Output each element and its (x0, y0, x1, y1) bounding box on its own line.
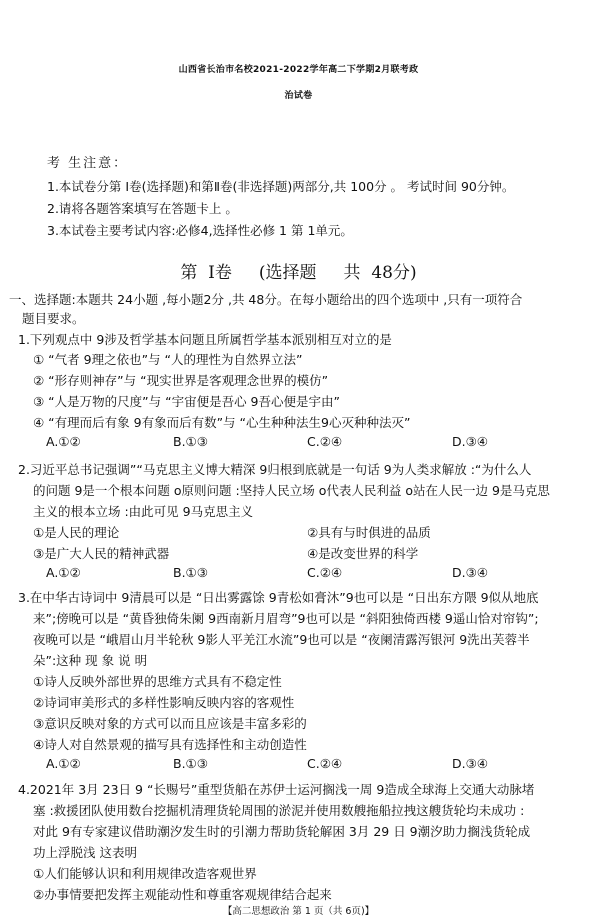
q4-stem-line-2: 塞 :救援团队使用数台挖掘机清理货轮周围的淤泥并使用数艘拖船拉拽这艘货轮均未成功 : (33, 803, 525, 818)
notice-item-2: 2.请将各题答案填写在答题卡上 。 (47, 201, 238, 216)
q1-option-1: ① “气者 9理之依也”与 “人的理性为自然界立法” (33, 352, 303, 367)
q2-stem-line-2: 的问题 9是一个根本问题 o原则问题 :坚持人民立场 o代表人民利益 o站在人民一边 9是马克思 (33, 483, 550, 498)
instructions-line-2: 题目要求。 (22, 311, 85, 326)
q3-stem-line-4: 朵”:这种 现 象 说 明 (33, 653, 148, 668)
instructions-line-1: 一、选择题:本题共 24小题 ,每小题2分 ,共 48分。在每小题给出的四个选项中 ,只有一项符合 (9, 292, 523, 307)
q1-choice-c: C.②④ (307, 434, 343, 449)
q2-choice-a: A.①② (46, 565, 81, 580)
q4-stem-line-1: 4.2021年 3月 23日 9 “长赐号”重型货船在苏伊士运河搁浅一周 9造成全球海上交通大动脉堵 (18, 782, 535, 797)
exam-title-line-1: 山西省长治市名校2021-2022学年高二下学期2月联考政 (178, 65, 419, 75)
notice-item-3: 3.本试卷主要考试内容:必修4,选择性必修 1 第 1单元。 (47, 223, 353, 238)
exam-title-line-2: 治试卷 (284, 91, 313, 101)
q4-option-2: ②办事情要把发挥主观能动性和尊重客观规律结合起来 (33, 887, 332, 902)
q1-option-3: ③ “人是万物的尺度”与 “宇宙便是吾心 9吾心便是宇由” (33, 394, 340, 409)
notice-heading: 考 生注意： (47, 156, 129, 171)
q3-option-4: ④诗人对自然景观的描写具有选择性和主动创造性 (33, 737, 307, 752)
q4-stem-line-3: 对此 9有专家建议借助潮汐发生时的引潮力帮助货轮解困 3月 29 日 9潮汐助力搁浅货轮成 (33, 824, 531, 839)
q1-choice-d: D.③④ (452, 434, 489, 449)
q3-option-2: ②诗词审美形式的多样性影响反映内容的客观性 (33, 695, 295, 710)
q4-option-1: ①人们能够认识和利用规律改造客观世界 (33, 866, 257, 881)
q3-option-3: ③意识反映对象的方式可以而且应该是丰富多彩的 (33, 716, 307, 731)
q2-option-2: ②具有与时俱进的品质 (307, 525, 431, 540)
q2-option-4: ④是改变世界的科学 (307, 546, 419, 561)
q1-option-4: ④ “有理而后有象 9有象而后有数”与 “心生种种法生9心灭种种法灭” (33, 415, 411, 430)
q3-choice-a: A.①② (46, 756, 81, 771)
q2-option-1: ①是人民的理论 (33, 525, 120, 540)
section-title: 第 Ⅰ卷 (选择题 共 48分) (180, 263, 417, 283)
q1-option-2: ② “形存则神存”与 “现实世界是客观理念世界的模仿” (33, 373, 329, 388)
q3-stem-line-1: 3.在中华古诗词中 9清晨可以是 “日出雾露馀 9青松如膏沐”9也可以是 “日出东方隈 9似从地底 (18, 590, 539, 605)
q2-stem-line-1: 2.习近平总书记强调”“马克思主义博大精深 9归根到底就是一句话 9为人类求解放 :“为什么人 (18, 462, 532, 477)
page-footer: 【高二思想政治 第 1 页（共 6页)】 (222, 906, 375, 917)
q2-choice-d: D.③④ (452, 565, 489, 580)
q1-stem: 1.下列观点中 9涉及哲学基本问题且所属哲学基本派别相互对立的是 (18, 332, 392, 347)
q3-stem-line-3: 夜晚可以是 “峨眉山月半轮秋 9影人平羌江水流”9也可以是 “夜阑清露泻银河 9洗出芙蓉半 (33, 632, 530, 647)
q2-choice-c: C.②④ (307, 565, 343, 580)
q2-choice-b: B.①③ (173, 565, 208, 580)
q3-choice-d: D.③④ (452, 756, 489, 771)
q1-choice-b: B.①③ (173, 434, 208, 449)
q3-choice-b: B.①③ (173, 756, 208, 771)
notice-item-1: 1.本试卷分第 Ⅰ卷(选择题)和第Ⅱ卷(非选择题)两部分,共 100分 。 考试时间 90分钟。 (47, 179, 515, 194)
q2-option-3: ③是广大人民的精神武器 (33, 546, 170, 561)
q4-stem-line-4: 功上浮脱浅 这表明 (33, 845, 137, 860)
q3-stem-line-2: 来”;傍晚可以是 “黄昏独倚朱阑 9西南新月眉弯”9也可以是 “斜阳独倚西楼 9遥山恰对帘钩”; (33, 611, 539, 626)
q2-stem-line-3: 主义的根本立场 :由此可见 9马克思主义 (33, 504, 254, 519)
q3-choice-c: C.②④ (307, 756, 343, 771)
q3-option-1: ①诗人反映外部世界的思维方式具有不稳定性 (33, 674, 282, 689)
q1-choice-a: A.①② (46, 434, 81, 449)
